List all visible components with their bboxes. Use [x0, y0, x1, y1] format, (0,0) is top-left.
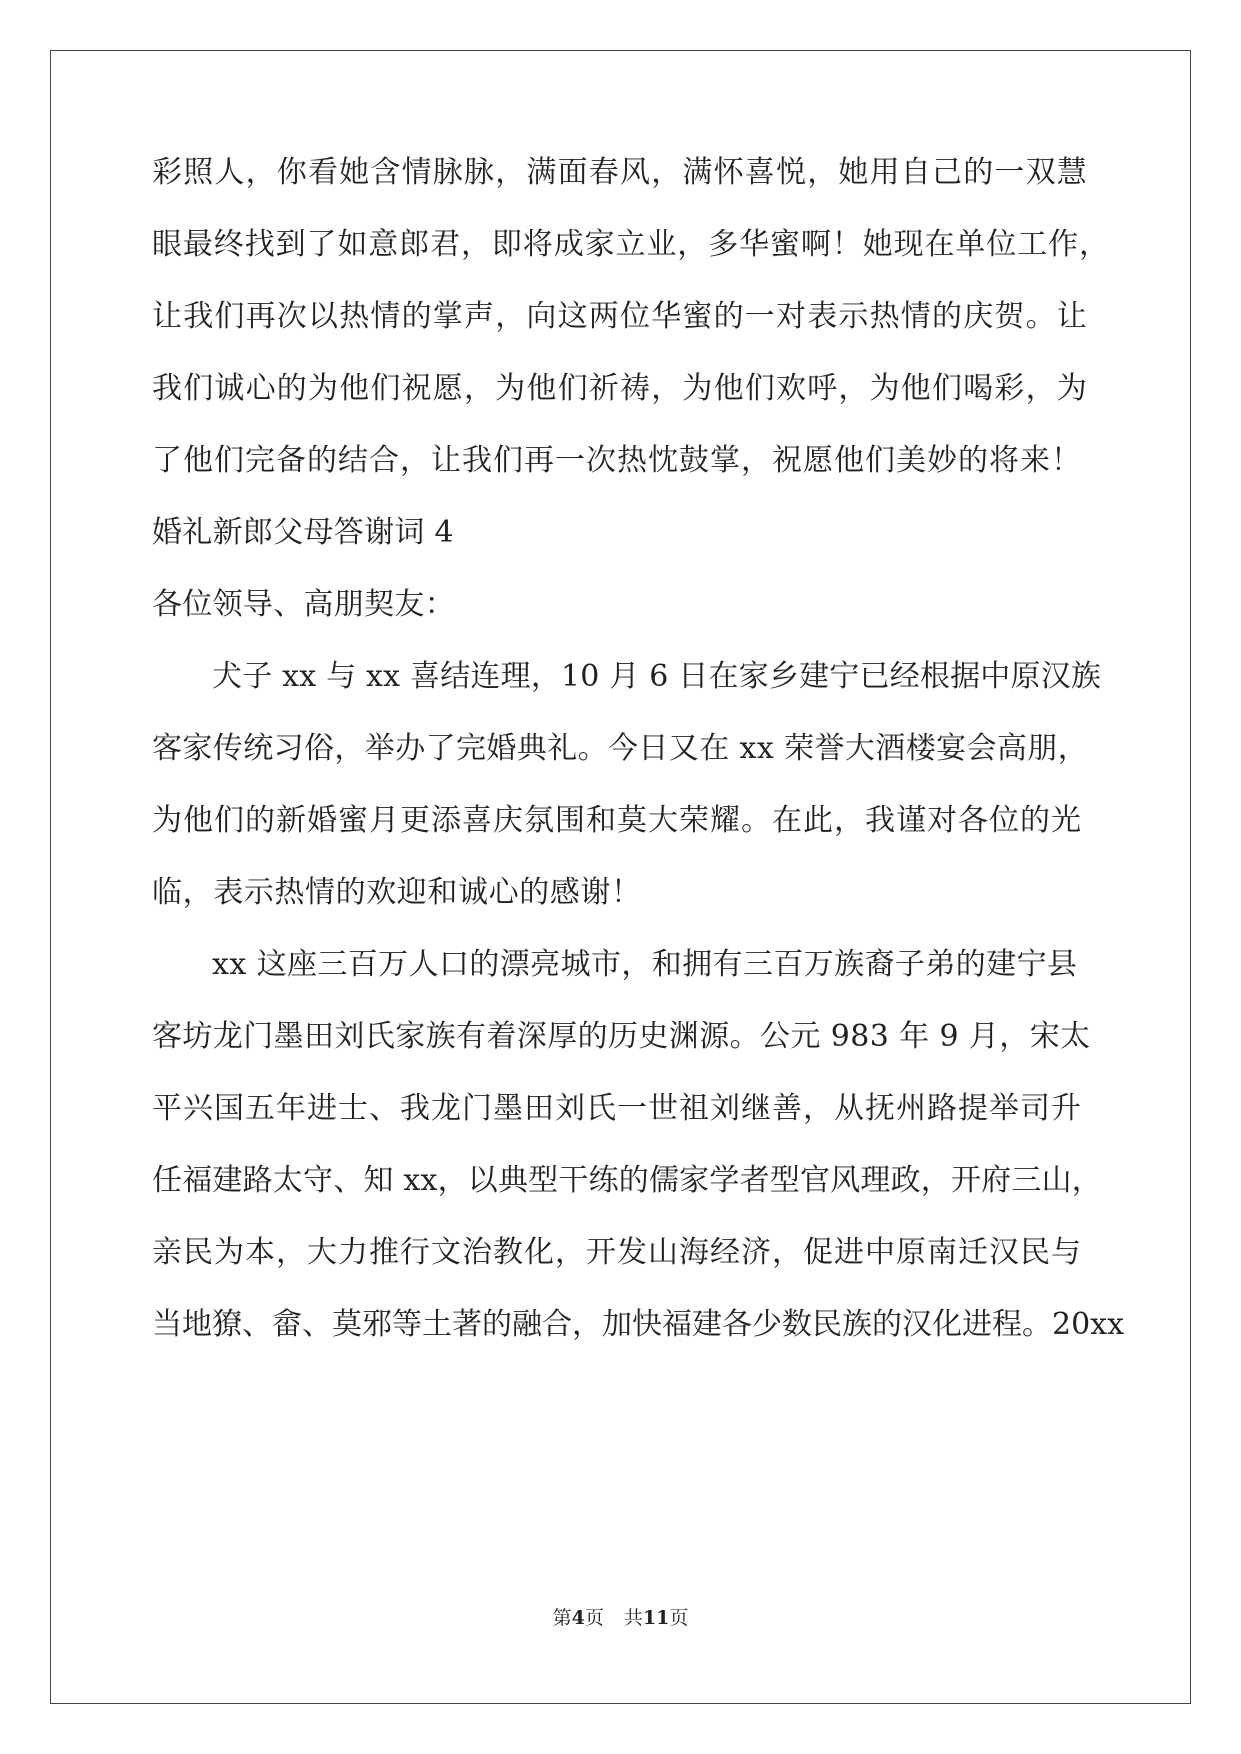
- text-line: 客家传统习俗，举办了完婚典礼。今日又在 xx 荣誉大酒楼宴会高朋，: [152, 731, 1089, 766]
- footer-total-unit: 页: [669, 1607, 689, 1629]
- text-line: 眼最终找到了如意郎君，即将成家立业，多华蜜啊！她现在单位工作，: [152, 227, 1110, 262]
- footer-page-prefix: 第: [552, 1607, 572, 1629]
- text-line: 任福建路太守、知 xx，以典型干练的儒家学者型官风理政，开府三山，: [152, 1163, 1102, 1198]
- text-line: 了他们完备的结合，让我们再一次热忱鼓掌，祝愿他们美妙的将来！: [152, 443, 1082, 478]
- footer-total-prefix: 共: [623, 1607, 643, 1629]
- salutation: 各位领导、高朋契友：: [152, 587, 455, 622]
- section-heading: 婚礼新郎父母答谢词 4: [152, 515, 454, 550]
- text-line: 当地獠、畲、莫邪等土著的融合，加快福建各少数民族的汉化进程。20xx: [152, 1307, 1125, 1342]
- text-line: 让我们再次以热情的掌声，向这两位华蜜的一对表示热情的庆贺。让: [152, 299, 1088, 334]
- footer-page-unit: 页: [584, 1607, 604, 1629]
- paragraph-first-line: xx 这座三百万人口的漂亮城市，和拥有三百万族裔子弟的建宁县: [212, 947, 1078, 982]
- text-line: 客坊龙门墨田刘氏家族有着深厚的历史渊源。公元 983 年 9 月，宋太: [152, 1019, 1091, 1054]
- paragraph-first-line: 犬子 xx 与 xx 喜结连理，10 月 6 日在家乡建宁已经根据中原汉族: [212, 659, 1102, 694]
- text-line: 平兴国五年进士、我龙门墨田刘氏一世祖刘继善，从抚州路提举司升: [152, 1091, 1082, 1126]
- text-line: 亲民为本，大力推行文治教化，开发山海经济，促进中原南迁汉民与: [152, 1235, 1082, 1270]
- footer-page-number: 4: [571, 1607, 585, 1629]
- text-line: 临，表示热情的欢迎和诚心的感谢！: [152, 875, 642, 910]
- text-line: 为他们的新婚蜜月更添喜庆氛围和莫大荣耀。在此，我谨对各位的光: [152, 803, 1082, 838]
- footer-total-pages: 11: [642, 1607, 670, 1629]
- page-footer: [0, 1605, 1241, 1631]
- text-line: 彩照人，你看她含情脉脉，满面春风，满怀喜悦，她用自己的一双慧: [152, 155, 1088, 190]
- text-line: 我们诚心的为他们祝愿，为他们祈祷，为他们欢呼，为他们喝彩，为: [152, 371, 1088, 406]
